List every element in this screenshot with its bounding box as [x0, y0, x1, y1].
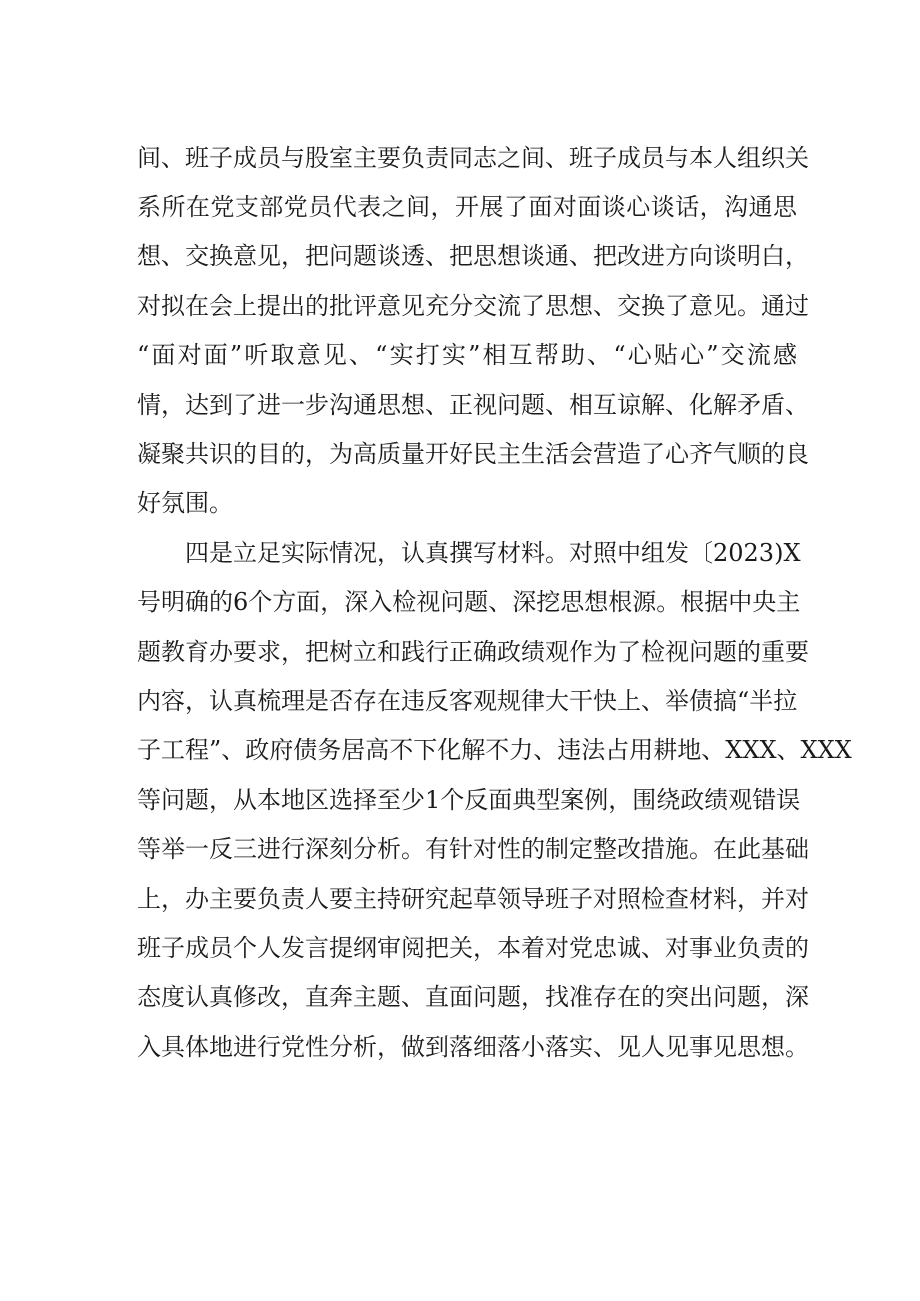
- text-line: 等问题，从本地区选择至少1个反面典型案例，围绕政绩观错误: [137, 786, 801, 814]
- text-line: “面对面”听取意见、“实打实”相互帮助、“心贴心”交流感: [137, 341, 797, 369]
- text-line: 态度认真修改，直奔主题、直面问题，找准存在的突出问题，深: [137, 983, 809, 1011]
- text-line: 上，办主要负责人要主持研究起草领导班子对照检查材料，并对: [137, 885, 809, 913]
- text-line: 子工程”、政府债务居高不下化解不力、违法占用耕地、XXX、XXX: [137, 736, 852, 764]
- text-line: 系所在党支部党员代表之间，开展了面对面谈心谈话，沟通思: [137, 193, 797, 221]
- text-line: 凝聚共识的目的，为高质量开好民主生活会营造了心齐气顺的良: [137, 440, 809, 468]
- text-line: 题教育办要求，把树立和践行正确政绩观作为了检视问题的重要: [137, 638, 809, 666]
- text-line: 入具体地进行党性分析，做到落细落小落实、见人见事见思想。: [137, 1033, 809, 1061]
- text-line: 情，达到了进一步沟通思想、正视问题、相互谅解、化解矛盾、: [137, 391, 809, 419]
- text-line: 内容，认真梳理是否存在违反客观规律大干快上、举债搞“半拉: [137, 687, 798, 715]
- text-line: 班子成员个人发言提纲审阅把关，本着对党忠诚、对事业负责的: [137, 934, 809, 962]
- text-line: 等举一反三进行深刻分析。有针对性的制定整改措施。在此基础: [137, 835, 809, 863]
- paragraph-first-line: 四是立足实际情况，认真撰写材料。对照中组发〔2023)X: [185, 539, 801, 567]
- text-line: 号明确的6个方面，深入检视问题、深挖思想根源。根据中央主: [137, 588, 801, 616]
- text-line: 对拟在会上提出的批评意见充分交流了思想、交换了意见。通过: [137, 292, 809, 320]
- text-line: 间、班子成员与股室主要负责同志之间、班子成员与本人组织关: [137, 144, 809, 172]
- text-line: 好氛围。: [137, 489, 233, 517]
- text-line: 想、交换意见，把问题谈透、把思想谈通、把改进方向谈明白，: [137, 242, 809, 270]
